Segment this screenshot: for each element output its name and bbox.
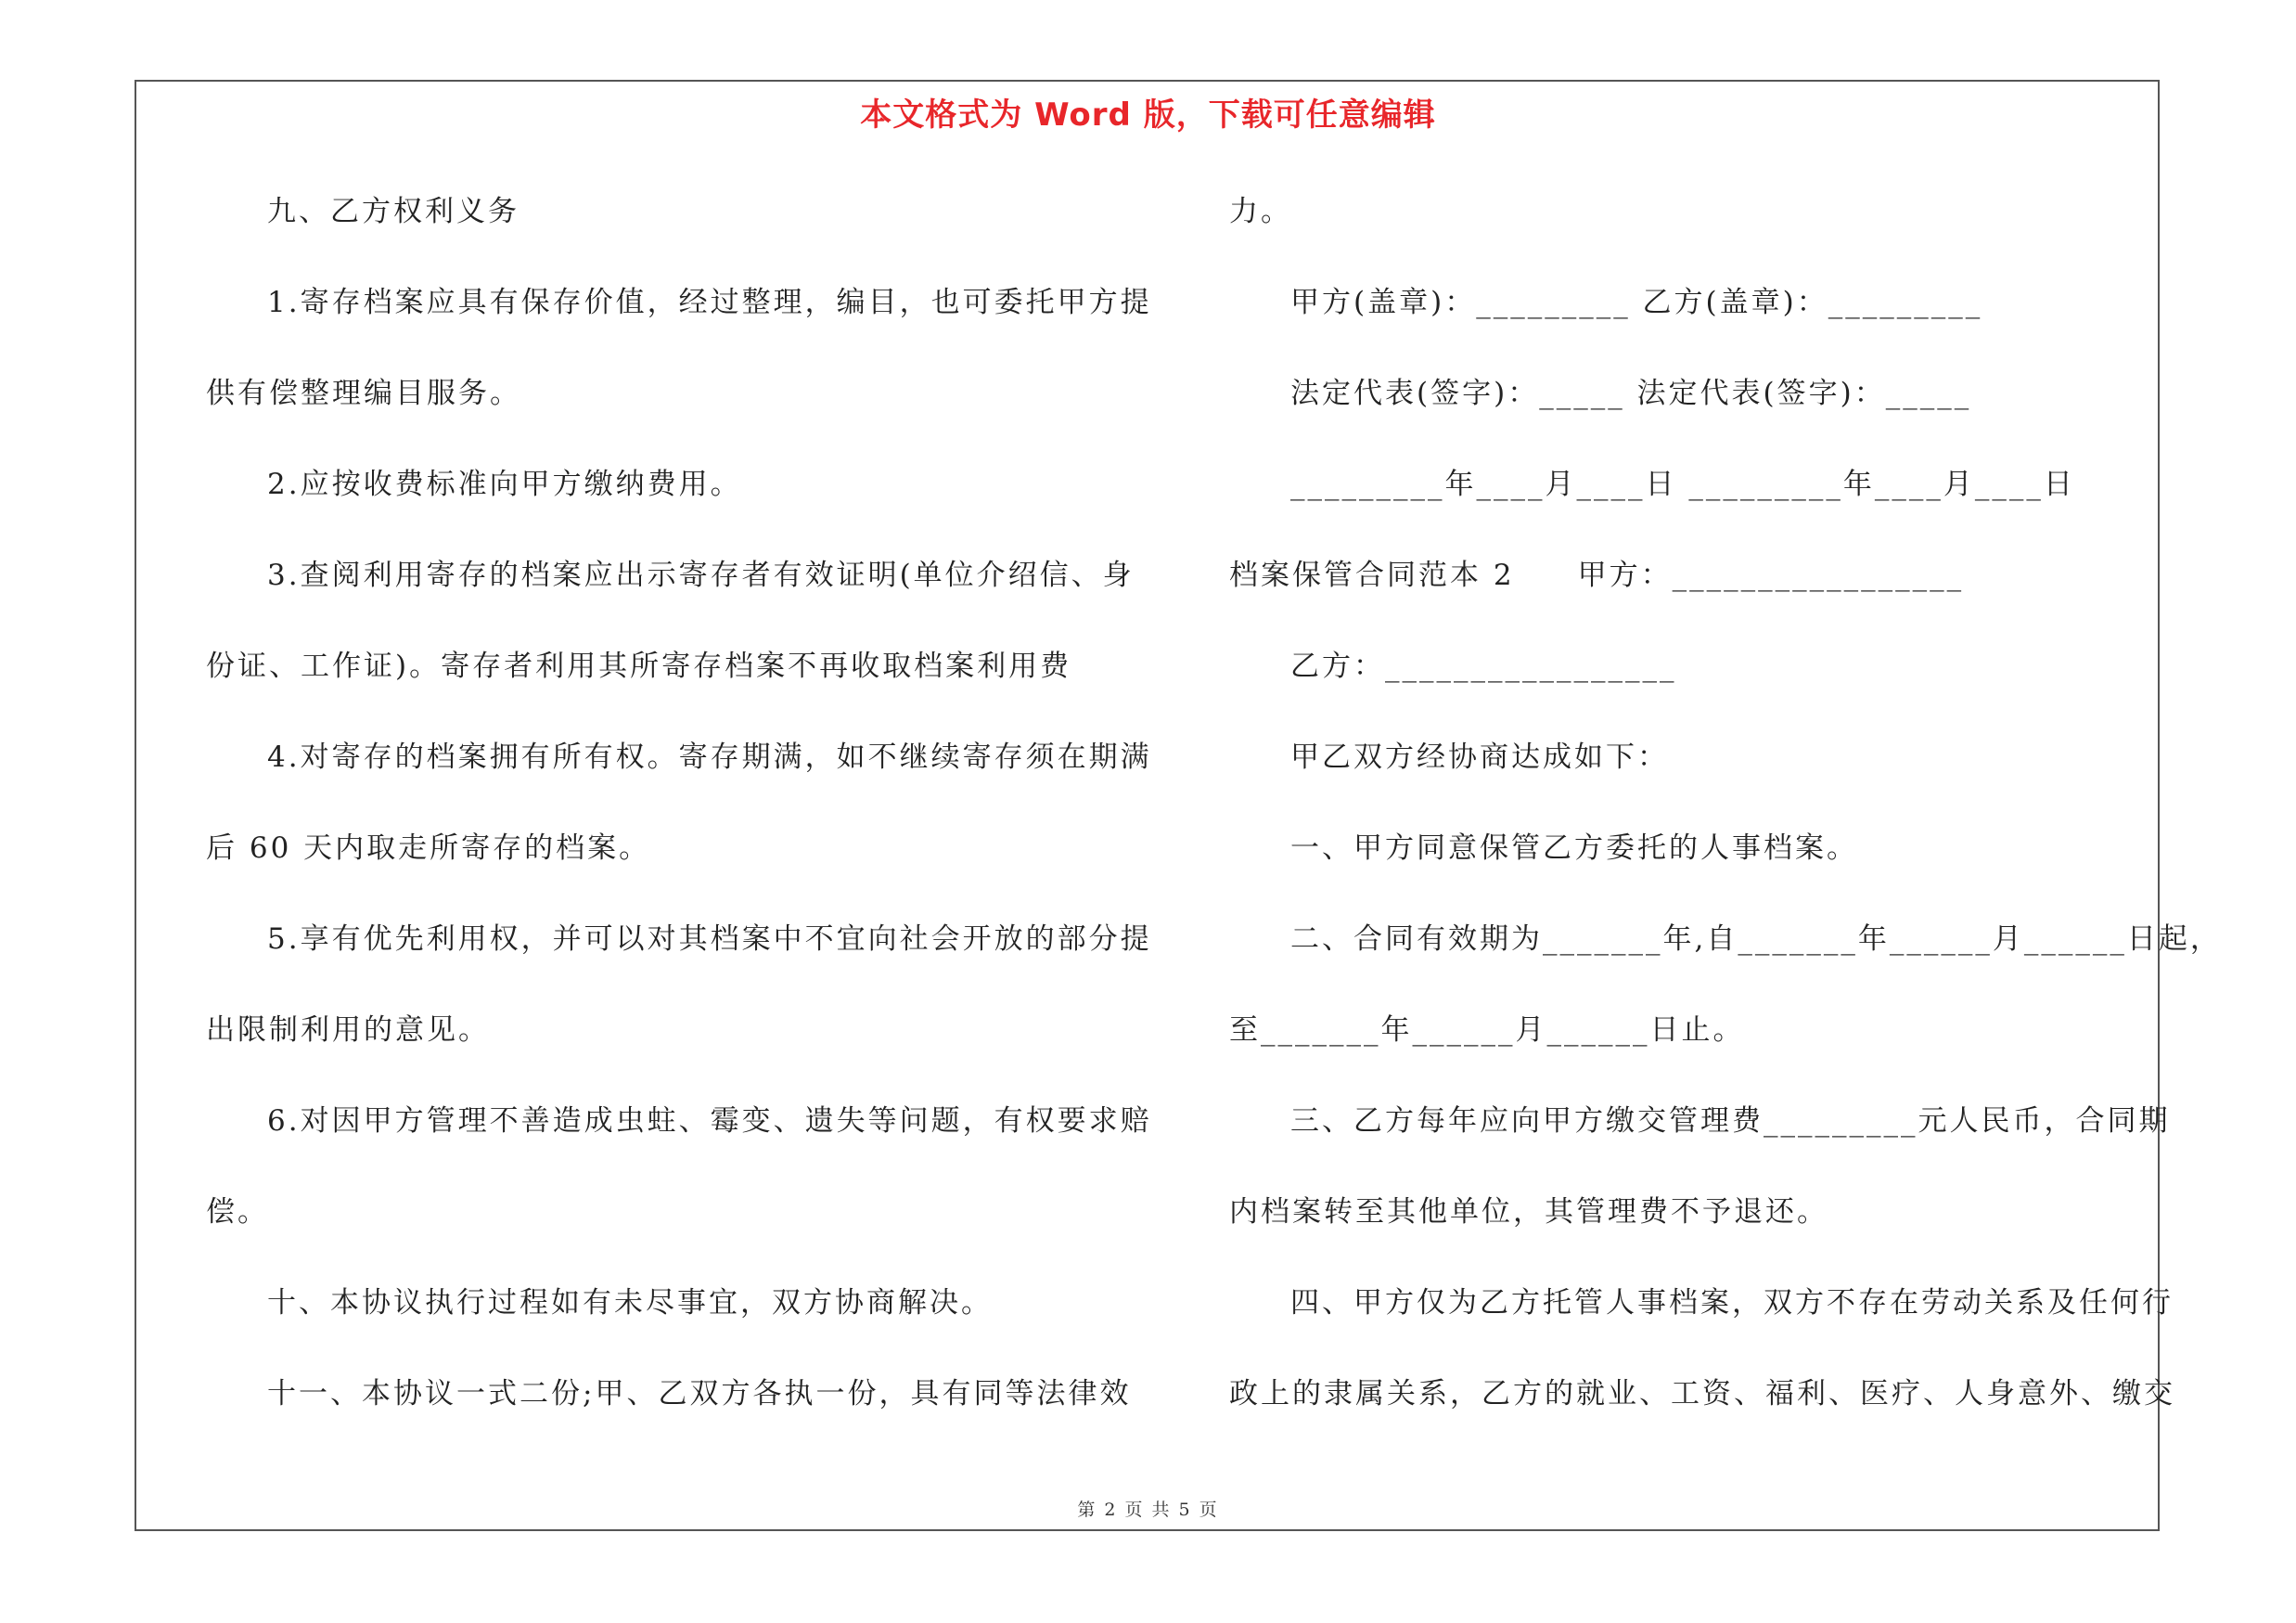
paragraph-line: 后 60 天内取走所寄存的档案。 — [206, 831, 651, 865]
paragraph-line: 至_______年______月______日止。 — [1229, 1013, 1745, 1047]
signature-date-line: _________年____月____日 _________年____月____日 — [1290, 468, 2075, 501]
paragraph-line: 三、乙方每年应向甲方缴交管理费_________元人民币，合同期 — [1290, 1104, 2171, 1138]
paragraph-line: 份证、工作证)。寄存者利用其所寄存档案不再收取档案利用费 — [206, 650, 1072, 683]
contract-title-line: 档案保管合同范本 2 甲方：_________________ — [1229, 559, 1965, 592]
paragraph-line: 3.查阅利用寄存的档案应出示寄存者有效证明(单位介绍信、身 — [267, 559, 1135, 592]
paragraph-line: 偿。 — [206, 1195, 269, 1229]
paragraph-line: 供有偿整理编目服务。 — [206, 377, 521, 410]
signature-representative-line: 法定代表(签字)：_____ 法定代表(签字)：_____ — [1290, 377, 1972, 410]
paragraph-line: 四、甲方仅为乙方托管人事档案，双方不存在劳动关系及任何行 — [1290, 1286, 2174, 1320]
paragraph-line: 二、合同有效期为_______年,自_______年______月______日起， — [1290, 922, 2222, 956]
paragraph-line: 十、本协议执行过程如有未尽事宜，双方协商解决。 — [267, 1286, 993, 1320]
section-heading: 九、乙方权利义务 — [267, 195, 519, 228]
paragraph-line: 出限制利用的意见。 — [206, 1013, 490, 1047]
paragraph-line: 甲乙双方经协商达成如下： — [1290, 741, 1669, 774]
paragraph-line: 十一、本协议一式二份;甲、乙双方各执一份，具有同等法律效 — [267, 1377, 1132, 1410]
party-b-line: 乙方：_________________ — [1290, 650, 1677, 683]
paragraph-line: 1.寄存档案应具有保存价值，经过整理，编目，也可委托甲方提 — [267, 286, 1152, 319]
paragraph-line: 政上的隶属关系，乙方的就业、工资、福利、医疗、人身意外、缴交 — [1229, 1377, 2175, 1410]
paragraph-line: 内档案转至其他单位，其管理费不予退还。 — [1229, 1195, 1828, 1229]
signature-seal-line: 甲方(盖章)：_________ 乙方(盖章)：_________ — [1290, 286, 1983, 319]
paragraph-line: 5.享有优先利用权，并可以对其档案中不宜向社会开放的部分提 — [267, 922, 1152, 956]
format-notice-banner: 本文格式为 Word 版，下载可任意编辑 — [860, 97, 1436, 134]
paragraph-line: 一、甲方同意保管乙方委托的人事档案。 — [1290, 831, 1858, 865]
page-number: 第 2 页 共 5 页 — [1077, 1500, 1219, 1520]
paragraph-line: 4.对寄存的档案拥有所有权。寄存期满，如不继续寄存须在期满 — [267, 741, 1152, 774]
paragraph-line: 2.应按收费标准向甲方缴纳费用。 — [267, 468, 742, 501]
paragraph-line: 力。 — [1229, 195, 1292, 228]
paragraph-line: 6.对因甲方管理不善造成虫蛀、霉变、遗失等问题，有权要求赔 — [267, 1104, 1152, 1138]
